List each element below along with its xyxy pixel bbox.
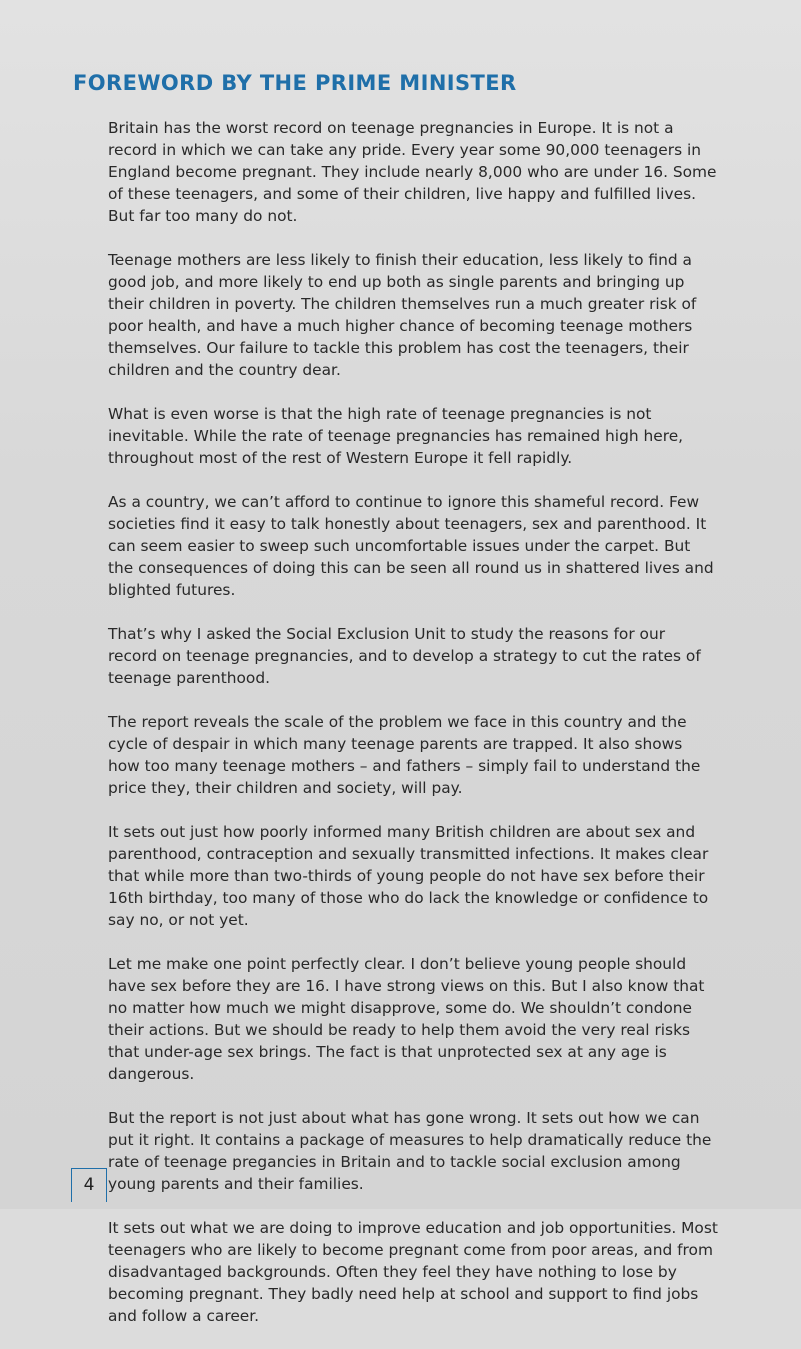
paragraph: It sets out just how poorly informed many British children are about sex and parenthood, contraception and sexually transmitted infections. It makes clear that while more than two-thirds of young people do not have sex before their 16th birthday, too many of those who do lack the knowledge or confidence to say no, or not yet. — [108, 823, 709, 929]
paragraph: The report reveals the scale of the problem we face in this country and the cycle of despair in which many teenage parents are trapped. It also shows how too many teenage mothers – and fathers – simply fail to understand the price they, their children and society, will pay. — [108, 713, 701, 797]
paragraph: As a country, we can’t afford to continue to ignore this shameful record. Few societies find it easy to talk honestly about teenagers, sex and parenthood. It can seem easier to sweep such uncomfortable issues under the carpet. But the consequences of doing this can be seen all round us in shattered lives and blighted futures. — [108, 493, 714, 599]
paragraph: But the report is not just about what has gone wrong. It sets out how we can put it right. It contains a package of measures to help dramatically reduce the rate of teenage pregancies in Britain and to tackle social exclusion among young parents and their families. — [108, 1109, 712, 1193]
paragraph: Let me make one point perfectly clear. I don’t believe young people should have sex before they are 16. I have strong views on this. But I also know that no matter how much we might disapprove, some do. We shouldn’t condone their actions. But we should be ready to help them avoid the very real risks that under-age sex brings. The fact is that unprotected sex at any age is dangerous. — [108, 955, 705, 1083]
paragraph: What is even worse is that the high rate of teenage pregnancies is not inevitable. While the rate of teenage pregnancies has remained high here, throughout most of the rest of Western Europe it fell rapidly. — [108, 405, 684, 467]
page-number: 4 — [71, 1168, 107, 1202]
paragraph: That’s why I asked the Social Exclusion Unit to study the reasons for our record on teenage pregnancies, and to develop a strategy to cut the rates of teenage parenthood. — [108, 625, 701, 687]
paragraph: Teenage mothers are less likely to finish their education, less likely to find a good job, and more likely to end up both as single parents and bringing up their children in poverty. The children themselves run a much greater risk of poor health, and have a much higher chance of becoming teenage mothers themselves. Our failure to tackle this problem has cost the teenagers, their children and the country dear. — [108, 251, 697, 379]
page-title: FOREWORD BY THE PRIME MINISTER — [73, 71, 517, 95]
paragraph: It sets out what we are doing to improve education and job opportunities. Most teenagers who are likely to become pregnant come from poor areas, and from disadvantaged backgrounds. Often they feel they have nothing to lose by becoming pregnant. They badly need help at school and support to find jobs and follow a career. — [108, 1219, 718, 1325]
paragraph: Britain has the worst record on teenage pregnancies in Europe. It is not a record in which we can take any pride. Every year some 90,000 teenagers in England become pregnant. They include nearly 8,000 who are under 16. Some of these teenagers, and some of their children, live happy and fulfilled lives. But far too many do not. — [108, 119, 717, 225]
foreword-body — [108, 117, 718, 1349]
